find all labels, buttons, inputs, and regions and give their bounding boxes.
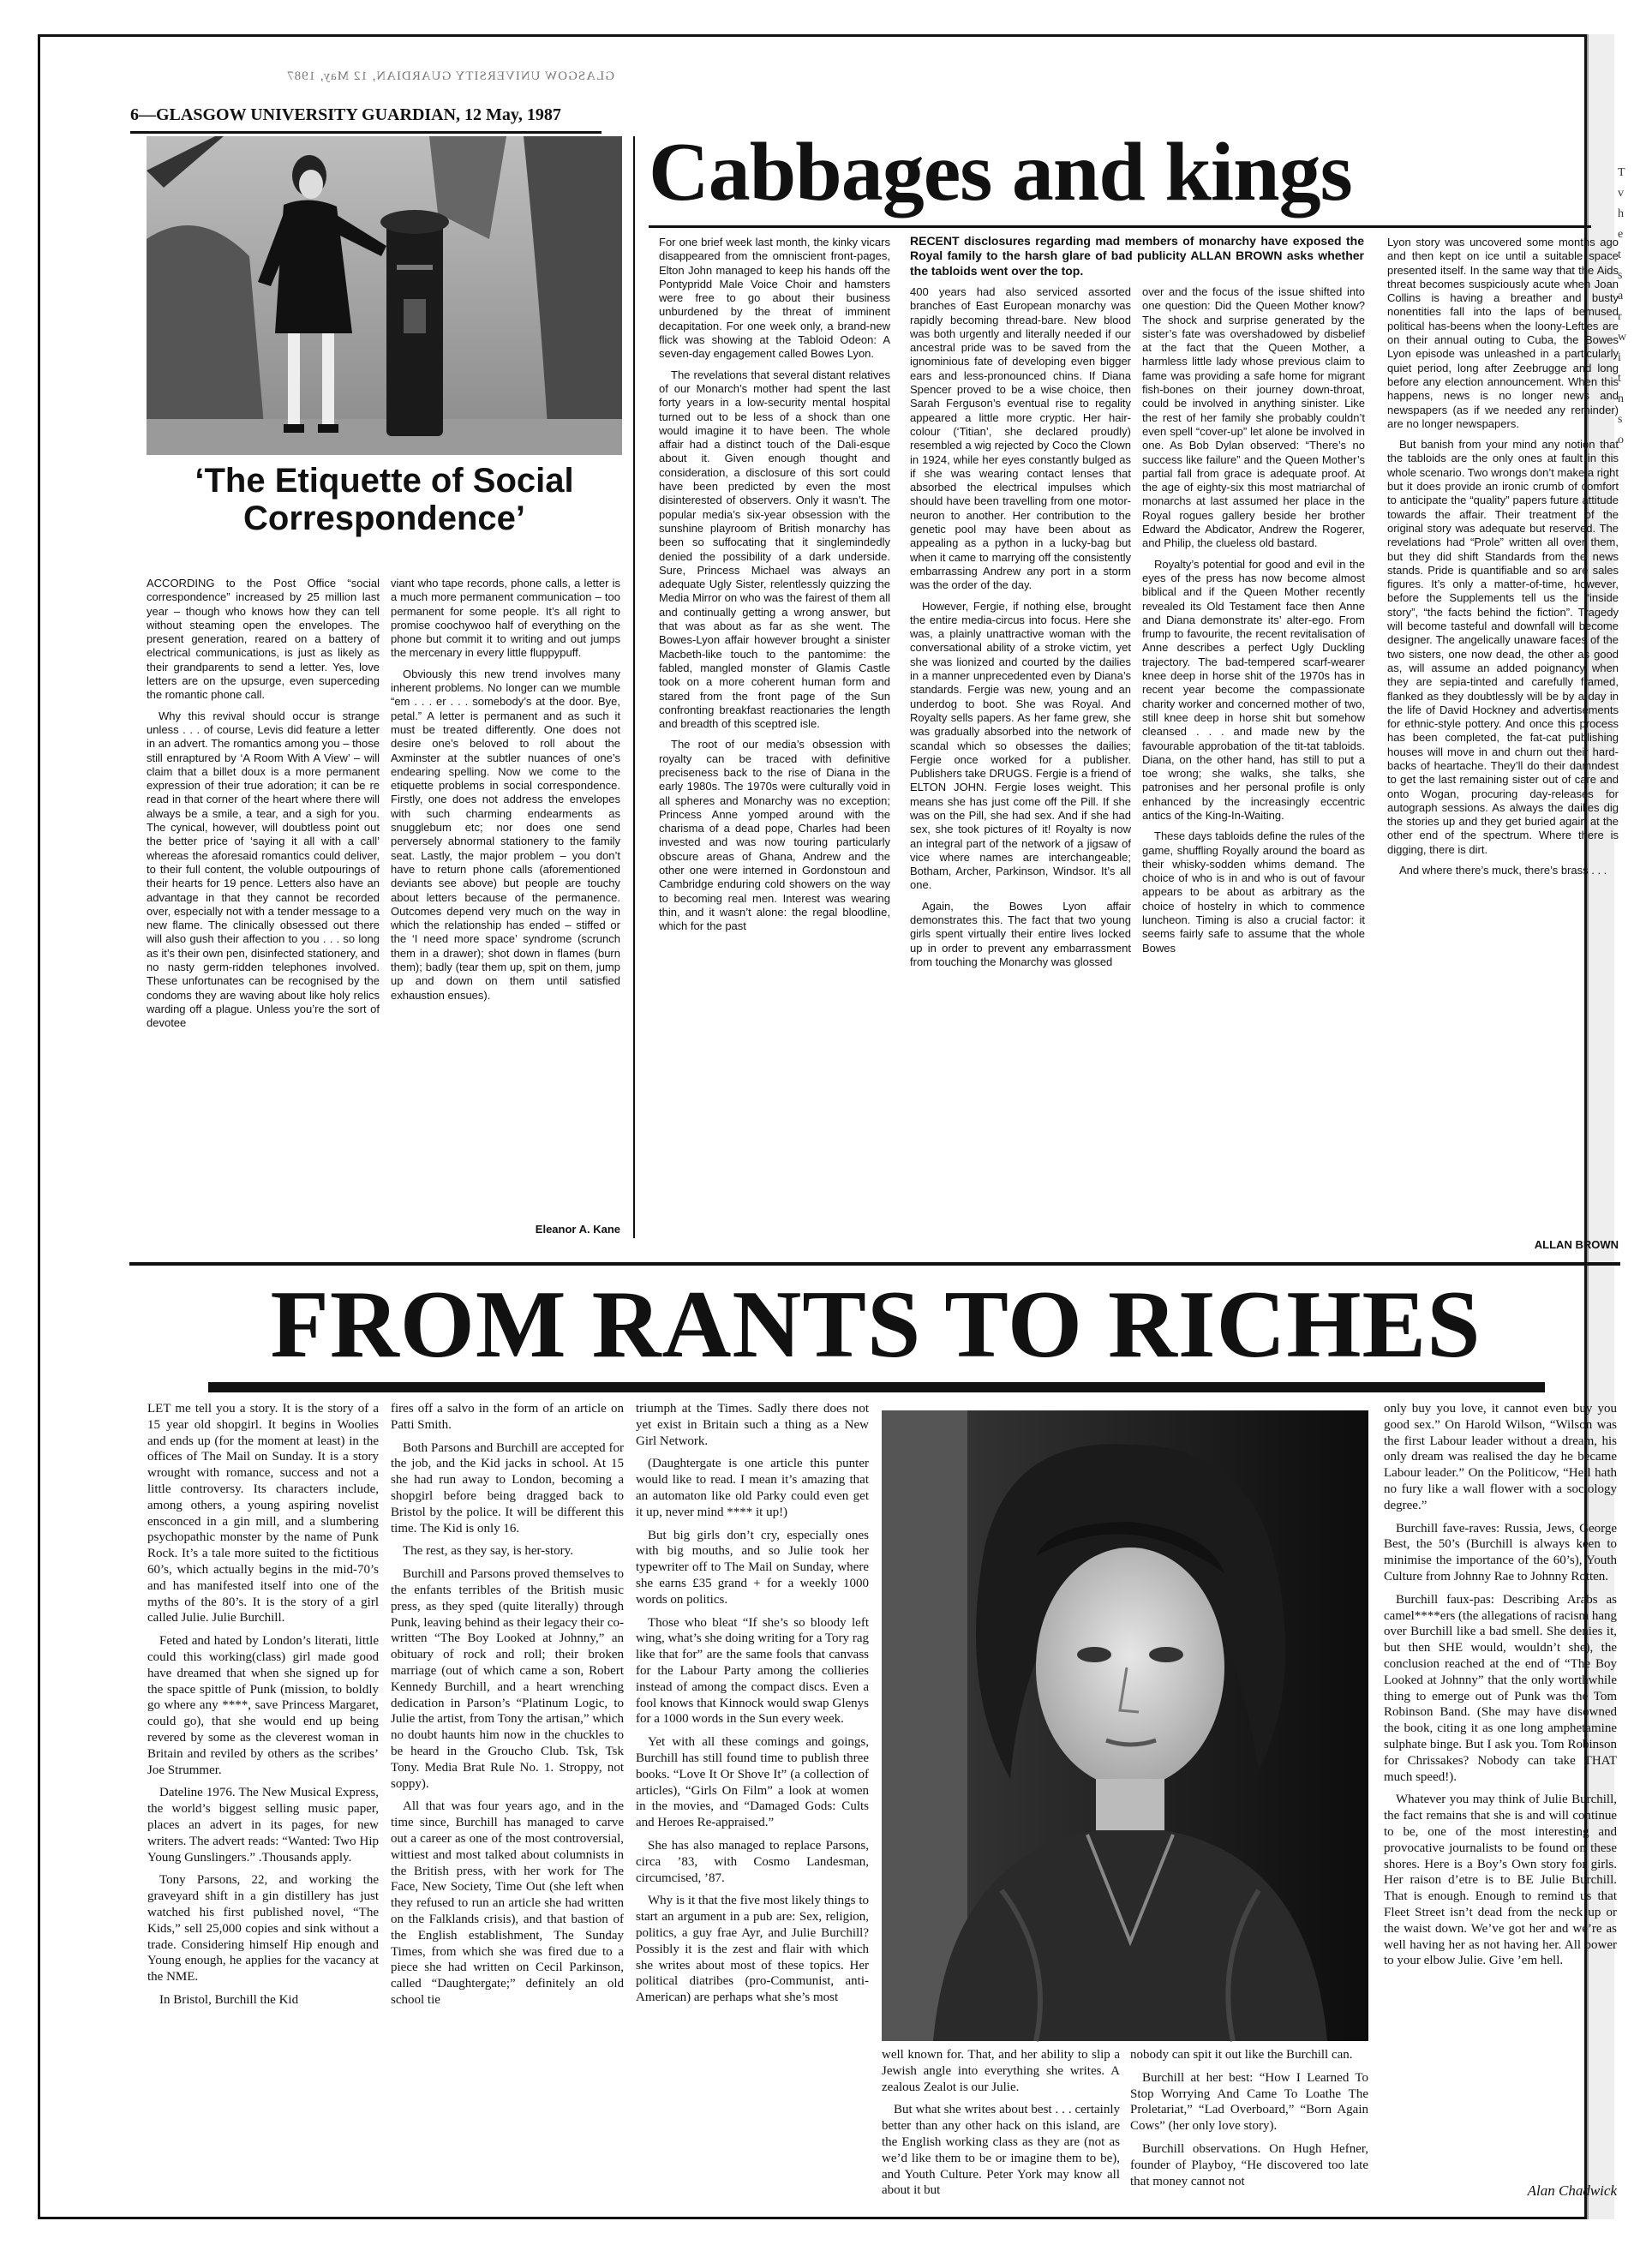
cabbages-intro-text: RECENT disclosures regarding mad members of monarchy have exposed the Royal family to the harsh glare of bad publicity ALLAN BROWN asks whether the tabloids went over the top.: [910, 234, 1364, 278]
cabbages-title: [649, 126, 1591, 219]
edge-letter: t: [1618, 372, 1621, 385]
rants-byline-text: Alan Chadwick: [1527, 2182, 1617, 2199]
edge-letter: r: [1618, 310, 1622, 323]
cabbages-byline-text: ALLAN BROWN: [1534, 1238, 1619, 1251]
edge-letter: o: [1618, 434, 1624, 446]
paragraph: And where there’s muck, there’s brass . . .: [1399, 864, 1607, 877]
paragraph: In Bristol, Burchill the Kid: [159, 1992, 299, 2007]
paragraph: Feted and hated by London’s literati, little could this working(class) girl made good have dreamed that when she signed up for the space spittle of Punk (mission, to boldly go where any ****, save Princess Margaret, could go), that she would end up being revered by some as the cleverest woman in Britain and reviled by others as the scribes’ Joe Strummer.: [147, 1634, 379, 1777]
edge-letter: s: [1618, 269, 1623, 282]
rants-column-6: [1384, 1401, 1617, 2181]
paragraph: But banish from your mind any notion that the tabloids are the only ones at fault in this whole scenario. Two wrongs don’t make a right but it does provide an ironic crumb of comfort to anticipate the “quality” papers future attitude towards the affair. Their treatment of the original story was adequate but reserved. The revelations had “Prole” written all over them, but they did shift Standards from the news stands. Pride is quantifiable and so are sales figures. It’s only a matter-of-time, however, before the Supplements tell us the “inside story”, “the facts behind the fiction”. Tragedy will become tasteful and downfall will become designer. The angelically unaware faces of the two sisters, one now dead, the other as good as, will assume an added poignancy when they are sepia-tinted and carefully framed, flanked as they doubtlessly will be by a day in the life of David Hockney and advertisements for ethnic-style pottery. And once this process has been completed, the fat-cat publishing houses will move in and churn out their hard-backs of heartache. They’ll do their damndest to get the last remaining sister out of care and onto Wogan, procuring day-releases for autograph sessions. As always the dailies dig the stories up and they get buried again at the other end of the spectrum. Where there is digging, there is dirt.: [1387, 438, 1619, 856]
paragraph: fires off a salvo in the form of an article on Patti Smith.: [391, 1402, 624, 1432]
paragraph: Again, the Bowes Lyon affair demonstrates this. The fact that two young girls spent virtually their entire lives locked up in order to prevent any embarrassment from touching the Monarchy was glossed: [910, 899, 1131, 968]
etiquette-title-text: ‘The Etiquette of Social Correspondence’: [195, 462, 574, 537]
paragraph: For one brief week last month, the kinky vicars disappeared from the omniscient front-pages, Elton John managed to keep his hands off the Pontypridd Male Voice Choir and hamsters were free to go about their business unburdened by the threat of imminent decapitation. For one week only, a brand-new flick was showing at the Tabloid Odeon: A seven-day engagement called Bowes Lyon.: [659, 236, 890, 361]
edge-letter: t: [1618, 248, 1621, 261]
rants-column-3: [636, 1401, 869, 2206]
etiquette-column-1: [147, 577, 380, 1240]
etiquette-title: [147, 462, 622, 537]
rants-title-text: FROM RANTS TO RICHES: [270, 1272, 1481, 1378]
paragraph: Why is it that the five most likely things to start an argument in a pub are: Sex, religion, politics, a guy frae Ayr, and Julie Burchill? Possibly it is the zest and flair with which she writes about most of these topics. Her political diatribes (pro-Communist, anti-American) are perhaps what she’s most: [636, 1894, 869, 2005]
page-line-text: 6—GLASGOW UNIVERSITY GUARDIAN, 12 May, 1987: [130, 105, 561, 124]
cabbages-column-1: [659, 236, 890, 1255]
paragraph: ACCORDING to the Post Office “social correspondence” increased by 25 million last year – though who knows how they can tell without steaming open the envelopes. The present generation, reared on a battery of electrical communications, is just as likely as their grandparents to send a letter. Yes, love letters are on the upsurge, even superceding the romantic phone call.: [147, 577, 380, 702]
paragraph: But big girls don’t cry, especially ones with big mouths, and so Julie took her typewriter off to The Mail on Sunday, where she earns £35 grand + for a weekly 1000 words on politics.: [636, 1528, 869, 1607]
edge-letter: e: [1618, 228, 1624, 241]
cabbages-column-2: [910, 285, 1131, 1255]
paragraph: Lyon story was uncovered some months ago and then kept on ice until a suitable space presented itself. In the same way that the Aids threat becomes suspiciously acute when Joan Collins is having a breather and busty nonentities fall into the laps of bemused political has-beens when the loony-Lefties are on their annual outing to Cuba, the Bowes Lyon episode was unleashed in a particularly quiet period, long after Zeebrugge and long before any election announcement. When this happens, news is no longer news and newspapers (as if we needed any reminder) are no longer newspapers.: [1387, 236, 1619, 430]
etiquette-byline-text: Eleanor A. Kane: [535, 1223, 620, 1236]
cabbages-title-text: Cabbages and kings: [649, 126, 1352, 219]
paragraph: Burchill fave-raves: Russia, Jews, George Best, the 50’s (Burchill is always keen to minimise the importance of the 60’s), Youth Culture from Johnny Rae to Johnny Rotten.: [1384, 1521, 1617, 1583]
paragraph: Why this revival should occur is strange unless . . . of course, Levis did feature a letter in an advert. The romantics among you – those still enraptured by ‘A Room With A View’ – will claim that a billet doux is a more permanent expression of their true adoration; it can be re read in that corner of the heart where there will always be a smile, a tear, and a sigh for you. The cynical, however, will doubtless point out the better price of ‘saying it all with a call’ whereas the aforesaid romantics could deliver, to their full content, the voluble outpourings of their hearts for 19 pence. Letters also have an advantage in that they cannot be recorded over, especially not with a tender message to a new flame. The clinically obsessed out there will also gush their affection to you . . . so long as it’s their own pen, disinfected stationery, and no nasty germ-ridden telephones involved. These unfortunates can be recognised by the condoms they are waving about like holy relics warding off a plague. Unless you’re the sort of devotee: [147, 709, 380, 1030]
mirrored-header: [169, 69, 614, 88]
paragraph: However, Fergie, if nothing else, brought the entire media-circus into focus. Here she was, a plainly unattractive woman with the conversational ability of a stroke victim, yet she was lionized and courted by the dailies in a manner unprecedented even by Diana’s standards. Fergie was new, young and an underdog to boot. She was Royal. And Royalty sells papers. As her fame grew, she was gradually absorbed into the network of scandal which so obsesses the dailies; Fergie once worked for a publisher. Publishers take DRUGS. Fergie is a friend of ELTON JOHN. Fergie loses weight. This means she has just come off the Pill. If she was on the Pill, she had sex. And if she had sex, she took pictures of it! Royalty is now an integral part of the network of a jigsaw of vice where names are interchangeable; Botham, Archer, Parkinson, Windsor. It’s all one.: [910, 599, 1131, 892]
rants-column-5-bottom: [1130, 2047, 1368, 2206]
paragraph: over and the focus of the issue shifted into one question: Did the Queen Mother know? The shock and surprise generated by the sister’s fate was overshadowed by disbelief at the fact that the Queen Mother, a harmless little lady whose previous claim to fame was providing a safe home for migrant fish-bones on their journey down-throat, could be involved in anything sinister. Like the rest of her family she probably couldn’t even spell “cover-up” let alone be involved in one. As Bob Dylan observed: “There’s no success like failure” and the Queen Mother’s partial fall from grace is adequate proof. At the age of eighty-six this most matriarchal of monarchs at last assumed her place in the Royal rogues gallery beside her brother Edward the Abdicator, Andrew the Rogerer, and Philip, the clueless old bastard.: [1142, 285, 1365, 550]
paragraph: But what she writes about best . . . certainly better than any other hack on this island, are the English working class as they are (not as we’d like them to be or imagine them to be), and Youth Culture. Peter York may know all about it but: [882, 2103, 1120, 2198]
rants-column-4-bottom: [882, 2047, 1120, 2206]
etiquette-photo: [147, 136, 622, 455]
rants-column-2: [391, 1401, 624, 2206]
edge-letter: w: [1618, 331, 1627, 344]
paragraph: LET me tell you a story. It is the story of a 15 year old shopgirl. It begins in Woolies and ends up (for the moment at least) in the offices of The Mail on Sunday. It is a story wrought with romance, success and not a little controversy. Its characters include, among others, a young aspiring novelist ensconced in a gin mill, and a slumbering psychopathic monster by the name of Punk Rock. It’s a tale more suited to the fictitious 60’s, which actually begins in the mid-70’s and has manifested itself into one of the myths of the 80’s. It is the story of a girl called Julie. Julie Burchill.: [147, 1402, 379, 1625]
paragraph: (Daughtergate is one article this punter would like to read. I mean it’s amazing that an automaton like old Parky could even get it up, never mind **** it up!): [636, 1457, 869, 1519]
header-rule: [130, 131, 602, 134]
paragraph: Royalty’s potential for good and evil in the eyes of the press has now become almost biblical and if the Queen Mother recently revealed its Old Testament face then Anne and Diana demonstrate its’ alter-ego. From frump to favourite, the recent revitalisation of Anne describes a perfect Ugly Duckling trajectory. The bad-tempered scarf-wearer knee deep in horse shit of the 1970s has in recent year become the compassionate charity worker and concerned mother of two, still knee deep in horse shit but somehow cleansed . . . and made new by the favourable approbation of the tit-tat tabloids. Diana, on the other hand, has still to put a toe wrong; she walks, she talks, she patronises and her personal profile is only enhanced by the increasingly eccentric antics of the King-In-Waiting.: [1142, 557, 1365, 822]
paragraph: Burchill and Parsons proved themselves to the enfants terribles of the British music press, as they sped (quite literally) through Punk, leaving behind as their legacy their co-written “The Boy Looked at Johnny,” an obituary of rock and roll; their broken marriage (out of which came a son, Robert Kennedy Burchill, and a heart wrenching dedication in Parson’s “Platinum Logic, to Julie the artist, from Tony the artisan,” which no doubt haunts him now in the chuckles to be heard in the Groucho Club. Tsk, Tsk Tony. Media Brat Rule No. 1. Stroppy, not soppy).: [391, 1567, 624, 1791]
banner-top-rule: [129, 1262, 1620, 1266]
edge-letter: v: [1618, 187, 1624, 200]
paragraph: nobody can spit it out like the Burchill can.: [1130, 2048, 1353, 2062]
paragraph: All that was four years ago, and in the time since, Burchill has managed to carve out a career as one of the most controversial, wittiest and most talked about columnists in the British press, with her work for The Face, New Society, Time Out (she left when they refused to run an article she had written on the Falklands crisis), and that bastion of the English establishment, The Sunday Times, from which she was fired due to a piece she had written on Cecil Parkinson, called “Daughtergate;” definitely an old school tie: [391, 1799, 624, 2007]
paragraph: well known for. That, and her ability to slip a Jewish angle into everything she writes. A zealous Zealot is our Julie.: [882, 2048, 1120, 2094]
cabbages-column-3: [1142, 285, 1365, 1255]
newspaper-page: [38, 34, 1619, 2219]
paragraph: Obviously this new trend involves many inherent problems. No longer can we mumble “em . . . er . . . somebody’s at the door. Bye, petal.” A letter is permanent and as such it must be treated differently. One does not desire one’s beloved to roll about the Axminster at the subtler nuances of one’s endearing spelling. Now we come to the etiquette problems in social correspondence. Firstly, one does not address the envelopes with such charming endearments as snugglebum etc; nor does one send perversely abnormal stationery to the family seat. Lastly, the major problem – you don’t have to return phone calls (aforementioned deviants see above) but people are touchy about letters because of the permanence. Outcomes depend very much on the way in which the relationship has ended – stiffed or the ‘I need more space’ syndrome (scrunch them in a drawer); shot down in flames (burn them); badly (tear them up, spit on them, jump up and down on them until satisfied exhaustion ensues).: [391, 667, 620, 1002]
paragraph: triumph at the Times. Sadly there does not yet exist in Britain such a thing as a New Girl Network.: [636, 1402, 869, 1448]
rants-column-1: [147, 1401, 379, 2206]
edge-letter: h: [1618, 207, 1624, 220]
paragraph: The rest, as they say, is her-story.: [403, 1544, 573, 1559]
cabbages-intro: [910, 234, 1364, 278]
banner-bottom-rule: [208, 1382, 1545, 1392]
rants-title: [135, 1269, 1617, 1380]
paragraph: Dateline 1976. The New Musical Express, the world’s biggest selling music paper, places an advert in its pages, for new writers. The advert reads: “Wanted: Two Hip Young Gunslingers.” .Thousands apply.: [147, 1786, 379, 1865]
edge-letters: [1618, 163, 1643, 451]
etiquette-column-2: [391, 577, 620, 1221]
edge-letter: a: [1618, 290, 1624, 302]
paragraph: The root of our media’s obsession with royalty can be traced with definitive preciseness back to the rise of Diana in the early 1980s. The 1970s were culturally void in all spheres and Monarchy was no exception; Princess Anne yomped around with the charisma of a dead pope, Charles had been invested and was now touring particularly obscure areas of Ghana, Andrew and the other one were interned in Gordonstoun and Cambridge enduring cold showers on the way to becoming real men. Interest was wearing thin, and it wasn’t alone: the regal bloodline, which for the past: [659, 738, 890, 933]
paragraph: These days tabloids define the rules of the game, shuffling Royally around the board as their whisky-sodden whims demand. The choice of who is in and who is out of favour appears to be about as arbitrary as the choice of hostelry in which to commence luncheon. Timing is also a crucial factor: it seems fairly safe to assume that the whole Bowes: [1142, 829, 1365, 955]
paragraph: Burchill observations. On Hugh Hefner, founder of Playboy, “He discovered too late that money cannot not: [1130, 2141, 1368, 2188]
julie-burchill-portrait: [882, 1410, 1368, 2041]
paragraph: She has also managed to replace Parsons, circa ’83, with Cosmo Landesman, circumcised, ’87.: [636, 1838, 869, 1885]
edge-letter: T: [1618, 166, 1625, 179]
julie-burchill-photo: [882, 1410, 1368, 2041]
paragraph: Yet with all these comings and goings, Burchill has still found time to publish three books. “Love It Or Shove It” (a collection of articles), “Girls On Film” a look at women in the movies, and “Damaged Gods: Cults and Heroes Re-appraised.”: [636, 1735, 869, 1830]
cabbages-byline: [1387, 1238, 1619, 1251]
etiquette-byline: [391, 1223, 620, 1236]
paragraph: Whatever you may think of Julie Burchill, the fact remains that she is and will continue to be, one of the most interesting and provocative journalists to be found on these shores. Here is a Boy’s Own story for girls. Her raison d’etre is to BE Julie Burchill. That is enough. Enough to remind us that Fleet Street isn’t dead from the neck up or the waist down. We’ve got her and we’re as well having her as not having her. All power to your elbow Julie. Give ’em hell.: [1384, 1793, 1617, 1968]
paragraph: only buy you love, it cannot even buy you good sex.” On Harold Wilson, “Wilson was the first Labour leader without a dream, his only dream was realised the day he became Labour leader.” On the Politicow, “Hell hath no fury like a wall flower with a sociology degree.”: [1384, 1402, 1617, 1512]
paragraph: Those who bleat “If she’s so bloody left wing, what’s she doing writing for a Tory rag like that for” are the same fools that canvass for the Labour Party among the collieries instead of among the compact discs. Even a fool knows that Kinnock would swap Glenys for a 1000 words in the Sun every week.: [636, 1615, 869, 1727]
woman-postbox-image: [147, 136, 622, 455]
edge-letter: s: [1618, 413, 1623, 426]
cabbages-column-4: [1387, 236, 1619, 1236]
page-line: [130, 105, 561, 125]
rants-byline: [1384, 2182, 1617, 2200]
paragraph: Burchill at her best: “How I Learned To Stop Worrying And Came To Loathe The Proletariat,” “Lad Overboard,” “Born Again Cows” (her only love story).: [1130, 2070, 1368, 2134]
paragraph: Burchill faux-pas: Describing Arabs as camel****ers (the allegations of racism hang over Burchill like a bad smell. She denies it, but then SHE would, wouldn’t she), the conclusion reached at the end of “The Boy Looked at Johnny” that the only worthwhile thing to emerge out of Punk was the Tom Robinson Band. (She may have disowned the book, citing it as one long amphetamine sulphate binge. But I ask you. Tom Robinson for Chrissakes? Nobody can take THAT much speed!).: [1384, 1592, 1617, 1784]
paragraph: Tony Parsons, 22, and working the graveyard shift in a gin distillery has just watched his first published novel, “The Kids,” sell 25,000 copies and sink without a trade. Considering himself Hip enough and Young enough, he applies for the vacancy at the NME.: [147, 1873, 379, 1985]
paragraph: viant who tape records, phone calls, a letter is a much more permanent communication – too permanent for some people. It’s all right to promise coochywoo half of everything on the phone but commit it to writing and out jumps the mercenary in every little fluppypuff.: [391, 577, 620, 660]
edge-letter: n: [1618, 392, 1624, 405]
etiquette-divider: [633, 136, 635, 1238]
paragraph: 400 years had also serviced assorted branches of East European monarchy was rapidly becoming thread-bare. New blood was both urgently and literally needed if our ancestral pride was to be saved from the ignominious fate of developing even bigger ears and less-pronounced chins. If Diana Spencer proved to be a wise choice, then Sarah Ferguson’s eventual rise to regality appeared a little more cryptic. Her hair-colour (‘Titian’, she declared proudly) resembled a wig rejected by Coco the Clown in 1924, while her eyes constantly bulged as if she was wearing contact lenses that absorbed the electrical impulses which should have been travelling from one motor-neuron to another. Her contribution to the genetic pool may have been about as appealing as a python in a lucky-bag but when it came to marrying off the consistently embarrassing Andrew any port in a storm was the order of the day.: [910, 285, 1131, 592]
edge-letter: i: [1618, 351, 1621, 364]
paragraph: The revelations that several distant relatives of our Monarch’s mother had spent the last forty years in a low-security mental hospital turned out to be less of a shock than one would imagine it to have been. The whole affair had a distinct touch of the Dali-esque about it. Given enough thought and consideration, a disclosure of this sort could have been predicted by even the most disinterested of observers. Only it wasn’t. The popular media’s six-year obsession with the sunshine playroom of British monarchy has been so suffocating that it singlemindedly denied the possibility of a dark underside. Sure, Princess Michael was always an adequate Ugly Sister, relentlessly quizzing the Media Mirror on who was the fairest of them all and continually getting a wrong answer, but that was about as far as she went. The Bowes-Lyon affair however brought a sinister Macbeth-like touch to the pantomime: the fabled, mangled monster of Glamis Castle took on a more coherent human form and stared from the front page of the Sun confronting breakfast reactionaries the length and breadth of this sceptred isle.: [659, 368, 890, 731]
mirrored-header-text: GLASGOW UNIVERSITY GUARDIAN, 12 May, 1987: [286, 69, 614, 83]
cabbages-title-rule: [649, 225, 1591, 228]
paragraph: Both Parsons and Burchill are accepted for the job, and the Kid jacks in school. At 15 she had run away to London, becoming a shopgirl before being dragged back to Bristol by the police. It will be different this time. The Kid is only 16.: [391, 1440, 624, 1536]
